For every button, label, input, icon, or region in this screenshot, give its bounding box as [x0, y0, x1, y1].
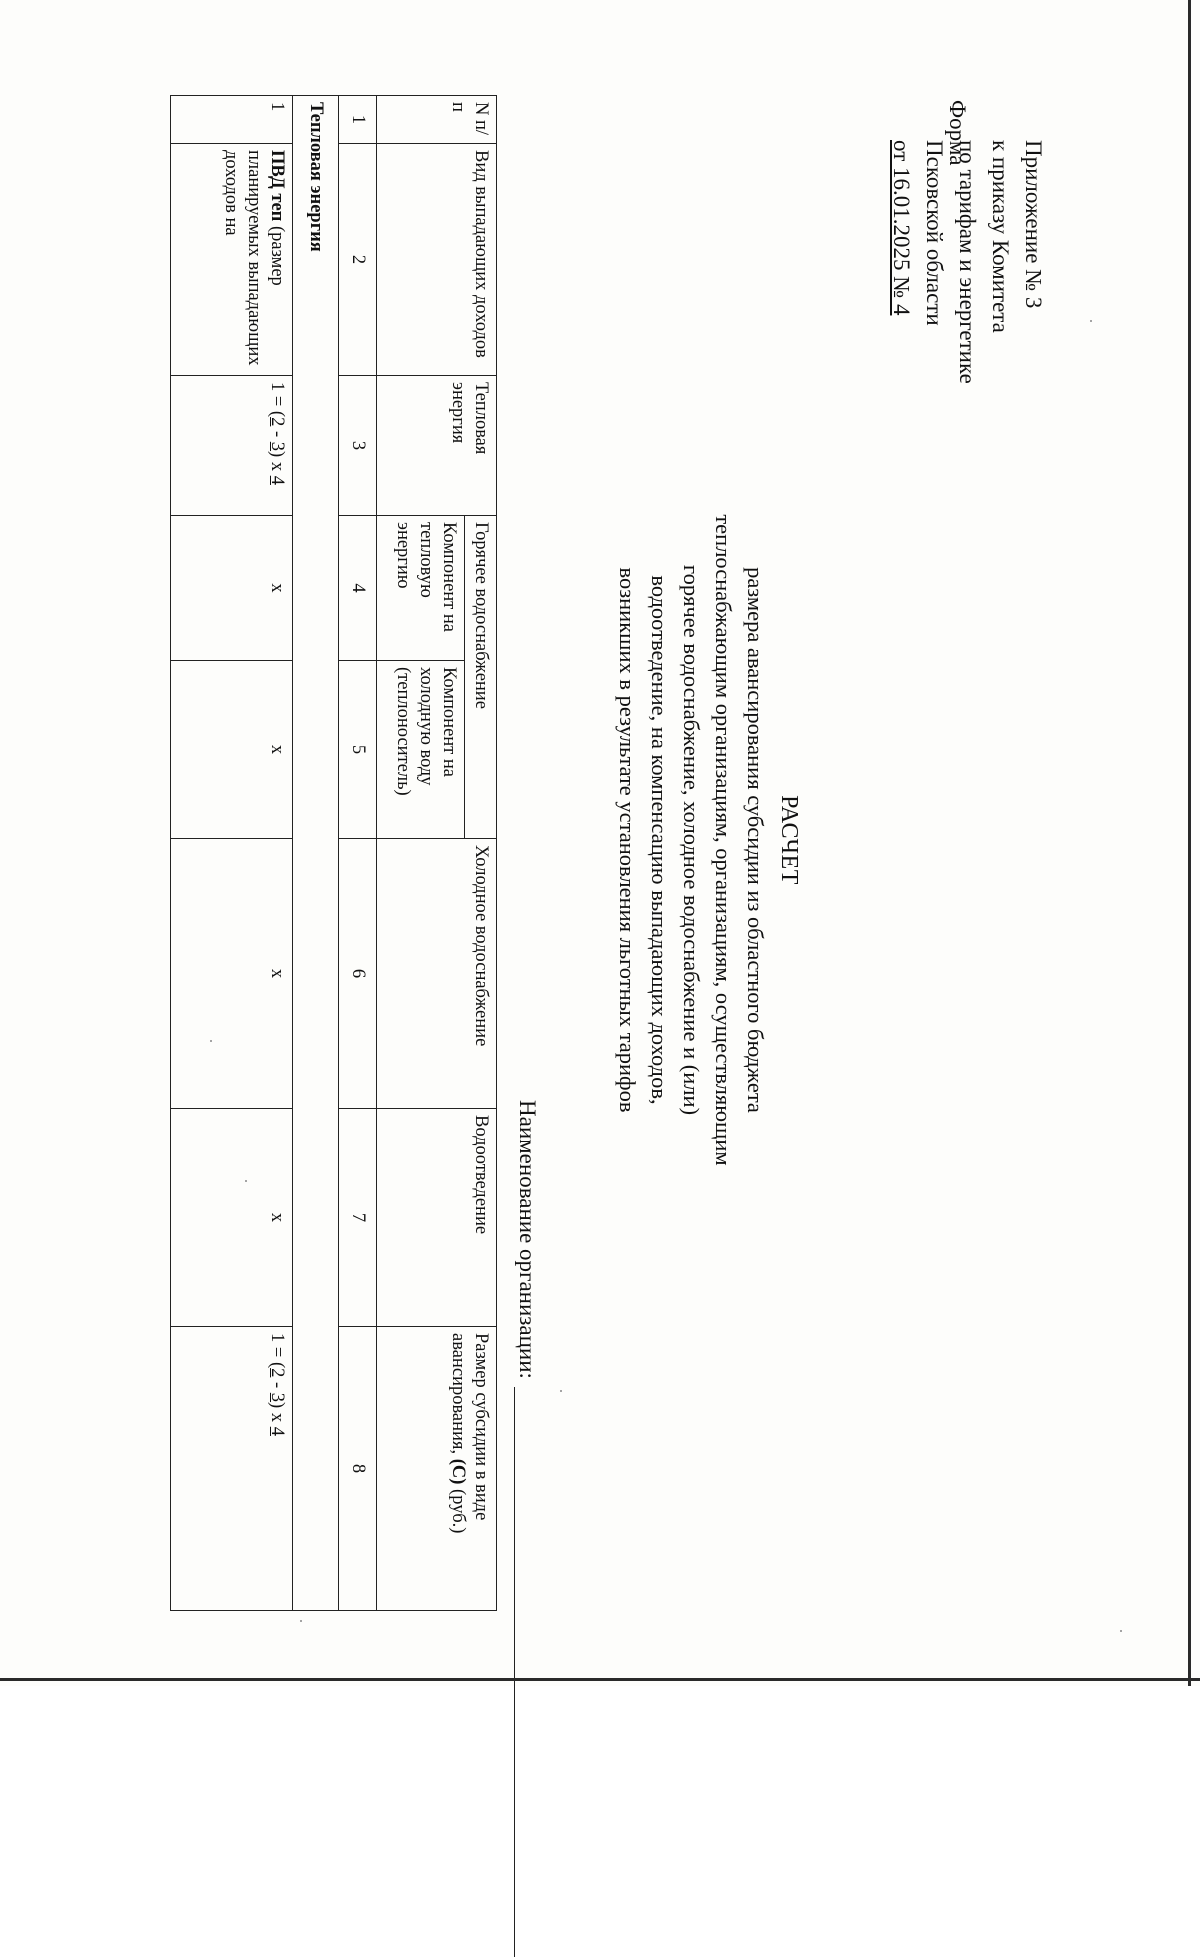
formula-ref: 4: [267, 475, 287, 485]
row-cold-water: x: [171, 839, 293, 1109]
formula-part: ) x: [267, 451, 287, 476]
header-subsidy: [377, 1327, 497, 1611]
appendix-line: Псковской области: [922, 140, 947, 326]
row-kind: [171, 144, 293, 376]
header-row: [465, 96, 497, 1611]
section-row: [293, 96, 339, 1611]
header-drainage: Водоотведение: [377, 1109, 497, 1327]
appendix-line: Приложение № 3: [1021, 140, 1046, 309]
appendix-date: от 16.01.2025 № 4: [889, 140, 914, 316]
column-number: 2: [339, 144, 377, 376]
row-heat-formula: [171, 376, 293, 516]
row-hot-cold: x: [171, 661, 293, 839]
column-number: 8: [339, 1327, 377, 1611]
column-number: 6: [339, 839, 377, 1109]
title-heading: РАСЧЕТ: [776, 795, 802, 885]
form-label: Форма: [945, 100, 970, 166]
formula-part: -: [267, 426, 287, 442]
table-row: [171, 96, 293, 1611]
column-number: 1: [339, 96, 377, 144]
appendix-line: по тарифам и энергетике: [955, 140, 980, 384]
column-number: 5: [339, 661, 377, 839]
section-heat-energy: Тепловая энергия: [293, 96, 339, 1611]
column-number: 4: [339, 516, 377, 661]
title-line: водоотведение, на компенсацию выпадающих доходов,: [647, 575, 672, 1105]
formula-part: ) x: [267, 1402, 287, 1427]
organization-blank-line[interactable]: [514, 1387, 536, 1957]
formula-part: -: [267, 1377, 287, 1393]
scan-border-bottom: [0, 1678, 1200, 1681]
formula-ref: 4: [267, 1426, 287, 1436]
formula-ref: 2: [267, 417, 287, 427]
formula-part: 1 = (: [267, 382, 287, 418]
organization-name-field: [514, 1100, 540, 1957]
header-kind: Вид выпадающих доходов: [377, 144, 497, 376]
organization-label: Наименование организации:: [515, 1100, 540, 1379]
row-num: 1: [171, 96, 293, 144]
header-heat: Тепловая энергия: [377, 376, 497, 516]
column-number: 7: [339, 1109, 377, 1327]
header-hot-cold: Компонент на холодную воду (теплоноситель): [377, 661, 465, 839]
formula-ref: 2: [267, 1368, 287, 1378]
calculation-table: [170, 95, 497, 1611]
scan-border-right: [1188, 0, 1191, 1686]
formula-ref: 3: [267, 1392, 287, 1403]
row-kind-code: ПВД теп: [267, 150, 287, 222]
rotated-form: [40, 40, 1180, 1680]
column-number: 3: [339, 376, 377, 516]
header-cold-water: Холодное водоснабжение: [377, 839, 497, 1109]
header-num: N п/п: [377, 96, 497, 144]
row-subsidy-formula: [171, 1327, 293, 1611]
title-line: размера авансирования субсидии из областного бюджета: [743, 567, 768, 1113]
header-subsidy-unit: (руб.): [448, 1489, 468, 1534]
title-line: возникших в результате установления льготных тарифов: [615, 567, 640, 1113]
column-number-row: [339, 96, 377, 1611]
header-subsidy-text: Размер субсидии в виде авансирования,: [448, 1333, 491, 1521]
formula-part: 1 = (: [267, 1333, 287, 1369]
header-hot-water: Горячее водоснабжение: [465, 516, 497, 839]
appendix-block: [885, 140, 1050, 520]
header-subsidy-symbol: (С): [448, 1458, 468, 1485]
header-hot-heat: Компонент на тепловую энергию: [377, 516, 465, 661]
formula-ref: 3: [267, 441, 287, 452]
row-kind-text: (размер планируемых выпадающих доходов на: [221, 150, 287, 366]
row-hot-heat: x: [171, 516, 293, 661]
row-drainage: x: [171, 1109, 293, 1327]
title-line: горячее водоснабжение, холодное водоснабжение и (или): [679, 564, 704, 1116]
title-line: теплоснабжающим организациям, организациям, осуществляющим: [711, 514, 736, 1166]
document-title: [611, 390, 805, 1290]
appendix-line: к приказу Комитета: [988, 140, 1013, 333]
